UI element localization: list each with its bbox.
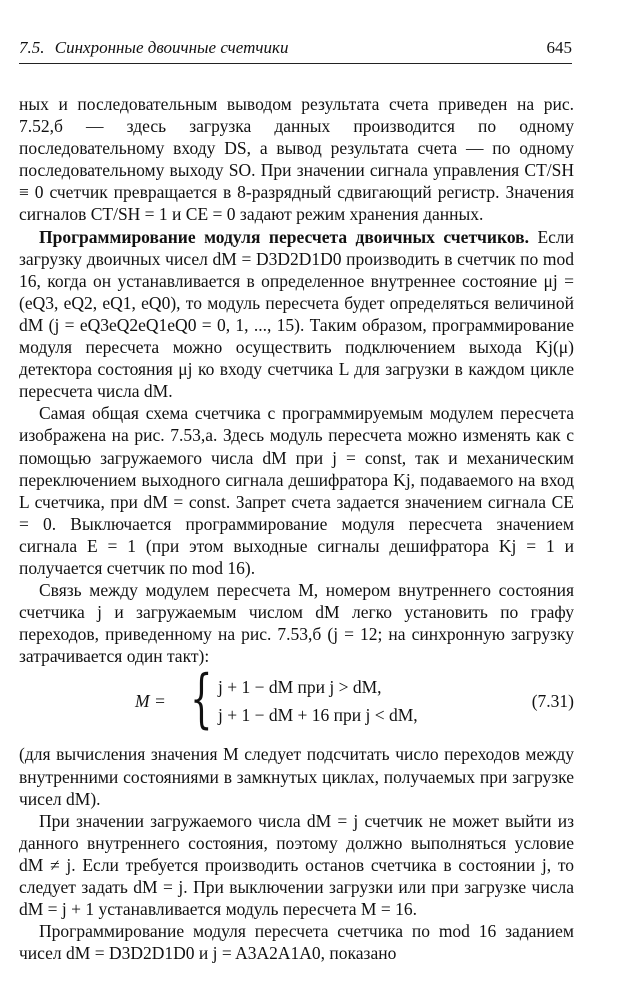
paragraph-6: При значении загружаемого числа dM = j счетчик не может выйти из данного внутреннего состояния, поэтому должно выполняться условие dM ≠ j. Если требуется производить останов счетчика в состоянии j, то следует задать dM = j. При выключении загрузки или при загрузке числа dM = j + 1 устанавливается модуль пересчета M = 16. (19, 810, 574, 920)
paragraph-7: Программирование модуля пересчета счетчика по mod 16 заданием чисел dM = D3D2D1D0 и j = A3A2A1A0, показано (19, 921, 574, 964)
paragraph-1: ных и последовательным выводом результата счета приведен на рис. 7.52,б — здесь загрузка данных производится по одному последовательному входу DS, а вывод результата счета — по одному последовательному выходу SO. При значении сигнала управления CT/SH ≡ 0 счетчик превращается в 8-разрядный сдвигающий регистр. Значения сигналов CT/SH = 1 и CE = 0 задают режим хранения данных. (19, 94, 574, 225)
paragraph-3: Самая общая схема счетчика с программируемым модулем пересчета изображена на рис. 7.53,а. Здесь модуль пересчета можно изменять как с помощью загружаемого числа dM при j = const, так и механическим переключением выходного сигнала дешифратора Kj, подаваемого на вход L счетчика, при dM = const. Запрет счета задается значением сигнала CE = 0. Выключается программирование модуля пересчета значением сигнала E = 1 (при этом выходные сигналы дешифратора Kj = 1 и получается счетчик по mod 16). (19, 403, 574, 578)
paragraph-2 (19, 226, 574, 403)
header-rule (19, 63, 572, 64)
equation-number: (7.31) (531, 691, 574, 712)
section-number: 7.5. (19, 38, 45, 57)
page-body (19, 93, 574, 964)
paragraph-4: Связь между модулем пересчета M, номером внутреннего состояния счетчика j и загружаемым числом dM легко установить по графу переходов, приведенному на рис. 7.53,б (j = 12; на синхронную загрузку затрачивается один такт): (19, 580, 574, 667)
page-number: 645 (546, 38, 572, 57)
brace-glyph: { (190, 662, 213, 737)
equation-case-1: j + 1 − dM при j > dM, (218, 677, 382, 698)
section-title: Синхронные двоичные счетчики (54, 38, 289, 57)
paragraph-heading: Программирование модуля пересчета двоичных счетчиков. (39, 226, 529, 247)
paragraph-2-text: Если загрузку двоичных чисел dM = D3D2D1D0 производить в счетчик по mod 16, когда он устанавливается в определенное внутреннее состояние μj = (eQ3, eQ2, eQ1, eQ0), то модуль пересчета будет определяться величиной dM (j = eQ3eQ2eQ1eQ0 = 0, 1, ..., 15). Таким образом, программирование модуля пересчета можно осуществить подключением выхода Kj(μ) детектора состояния μj ко входу счетчика L для загрузки в каждом цикле пересчета числа dM. (19, 226, 574, 402)
equation-lhs: M = (135, 691, 166, 712)
running-header (19, 38, 572, 58)
equation-7-31 (19, 662, 574, 737)
paragraph-5: (для вычисления значения M следует подсчитать число переходов между внутренними состояниями в замкнутых циклах, получаемых при загрузке чисел dM). (19, 744, 574, 809)
equation-case-2: j + 1 − dM + 16 при j < dM, (218, 705, 418, 726)
